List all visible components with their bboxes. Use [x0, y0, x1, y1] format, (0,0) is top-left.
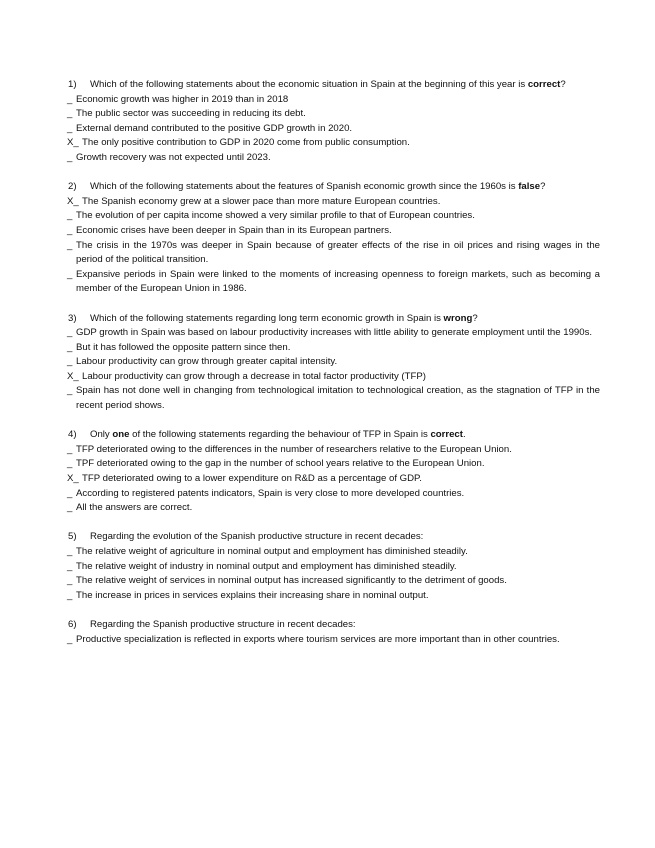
question-text-end: ? — [472, 312, 478, 324]
question-2-stem — [68, 180, 600, 195]
answer-option — [68, 501, 600, 516]
answer-text: Economic growth was higher in 2019 than in 2018 — [76, 93, 289, 105]
question-text: Regarding the evolution of the Spanish productive structure in recent decades: — [90, 531, 424, 543]
answer-mark: _ — [67, 443, 73, 455]
question-1 — [68, 78, 600, 166]
question-keyword-2: correct — [430, 429, 463, 441]
answer-mark: _ — [67, 93, 73, 105]
answer-text: The increase in prices in services explains their increasing share in nominal output. — [76, 589, 429, 601]
answer-text: TPF deteriorated owing to the gap in the number of school years relative to the European Union. — [76, 458, 485, 470]
question-keyword: one — [112, 429, 130, 441]
question-text: Which of the following statements regarding long term economic growth in Spain is — [90, 312, 444, 324]
answer-mark: _ — [67, 210, 73, 222]
answer-text: GDP growth in Spain was based on labour productivity increases with little ability to generate employment until the 1990s. — [76, 327, 593, 339]
answer-mark: _ — [67, 151, 73, 163]
answer-option-selected — [68, 136, 600, 151]
answer-mark: _ — [67, 108, 73, 120]
answer-option — [68, 355, 600, 370]
question-5 — [68, 530, 600, 603]
answer-option — [68, 209, 600, 224]
answer-text: Labour productivity can grow through a decrease in total factor productivity (TFP) — [82, 370, 426, 382]
answer-mark: _ — [67, 122, 73, 134]
answer-option-selected — [68, 195, 600, 210]
answer-option — [68, 341, 600, 356]
answer-text: The evolution of per capita income showed a very similar profile to that of European countries. — [76, 210, 475, 222]
question-1-stem — [68, 78, 600, 93]
answer-mark: _ — [67, 589, 73, 601]
answer-mark: _ — [67, 268, 73, 280]
question-text: Regarding the Spanish productive structure in recent decades: — [90, 618, 356, 630]
question-text: Which of the following statements about the economic situation in Spain at the beginning of this year is — [90, 79, 528, 90]
answer-option — [68, 457, 600, 472]
answer-mark: X_ — [67, 473, 79, 485]
answer-text: TFP deteriorated owing to the differences in the number of researchers relative to the European Union. — [76, 443, 512, 455]
answer-text: According to registered patents indicators, Spain is very close to more developed countries. — [76, 487, 465, 499]
answer-option — [68, 574, 600, 589]
answer-option-selected — [68, 370, 600, 385]
question-keyword: correct — [527, 79, 561, 90]
answer-text: But it has followed the opposite pattern since then. — [76, 341, 291, 353]
answer-option — [68, 93, 600, 108]
answer-mark: _ — [67, 502, 73, 514]
answer-text: Productive specialization is reflected in exports where tourism services are more important than in other countries. — [76, 633, 560, 645]
answer-option — [68, 224, 600, 239]
question-text: Only — [90, 429, 113, 441]
answer-mark: _ — [67, 224, 73, 236]
answer-option — [68, 326, 600, 341]
answer-mark: X_ — [67, 195, 79, 207]
answer-option — [68, 151, 600, 166]
answer-option — [68, 107, 600, 122]
answer-text: Expansive periods in Spain were linked to the moments of increasing openness to foreign markets, such as becoming a member of the European Union in 1986. — [76, 268, 600, 295]
question-number: 4) — [68, 429, 77, 441]
question-text-end: ? — [560, 79, 566, 90]
question-text: Which of the following statements about the features of Spanish economic growth since the 1960s is — [90, 181, 519, 193]
answer-text: The relative weight of industry in nominal output and employment has diminished steadily. — [76, 560, 457, 572]
answer-option — [68, 122, 600, 137]
answer-text: External demand contributed to the positive GDP growth in 2020. — [76, 122, 353, 134]
question-number: 2) — [68, 181, 77, 193]
question-number: 1) — [68, 79, 77, 90]
answer-text: Spain has not done well in changing from technological imitation to technological creation, as the stagnation of TFP in the recent period shows. — [76, 385, 600, 412]
question-6-stem — [68, 618, 600, 633]
question-number: 6) — [68, 618, 77, 630]
answer-mark: _ — [67, 546, 73, 557]
question-3-stem — [68, 312, 600, 327]
question-text-end: ? — [540, 181, 546, 193]
answer-option — [68, 633, 600, 648]
question-3 — [68, 312, 600, 414]
answer-mark: _ — [67, 239, 73, 251]
answer-option-selected — [68, 472, 600, 487]
question-text-end: . — [462, 429, 466, 441]
answer-mark: _ — [67, 458, 73, 470]
answer-mark: X_ — [67, 137, 79, 149]
question-list — [68, 78, 600, 662]
answer-mark: _ — [67, 356, 73, 368]
question-4 — [68, 428, 600, 516]
answer-text: The Spanish economy grew at a slower pace than more mature European countries. — [82, 195, 441, 207]
answer-text: All the answers are correct. — [76, 502, 193, 514]
question-6 — [68, 618, 600, 647]
answer-text: TFP deteriorated owing to a lower expenditure on R&D as a percentage of GDP. — [82, 473, 422, 485]
answer-mark: _ — [67, 575, 73, 587]
question-keyword: wrong — [443, 312, 473, 324]
answer-mark: _ — [67, 633, 73, 645]
question-number: 5) — [68, 531, 77, 543]
answer-option — [68, 443, 600, 458]
answer-mark: _ — [67, 327, 73, 339]
answer-text: The crisis in the 1970s was deeper in Spain because of greater effects of the rise in oil prices and rising wages in the period of the political transition. — [76, 239, 600, 266]
answer-option — [68, 487, 600, 502]
answer-text: The only positive contribution to GDP in 2020 come from public consumption. — [82, 137, 410, 149]
answer-text: The relative weight of services in nominal output has increased significantly to the detriment of goods. — [76, 575, 507, 587]
question-5-stem — [68, 530, 600, 545]
answer-mark: _ — [67, 341, 73, 353]
answer-option — [68, 589, 600, 604]
question-4-stem — [68, 428, 600, 443]
answer-option — [68, 560, 600, 575]
answer-option — [68, 239, 600, 268]
answer-option — [68, 545, 600, 560]
answer-mark: _ — [67, 560, 73, 572]
answer-mark: _ — [67, 385, 73, 397]
question-number: 3) — [68, 312, 77, 324]
answer-text: Labour productivity can grow through greater capital intensity. — [76, 356, 338, 368]
answer-text: The relative weight of agriculture in nominal output and employment has diminished steadily. — [76, 546, 468, 557]
answer-text: Growth recovery was not expected until 2023. — [76, 151, 271, 163]
answer-mark: X_ — [67, 370, 79, 382]
question-text-middle: of the following statements regarding the behaviour of TFP in Spain is — [129, 429, 431, 441]
answer-mark: _ — [67, 487, 73, 499]
question-keyword: false — [518, 181, 541, 193]
answer-text: The public sector was succeeding in reducing its debt. — [76, 108, 306, 120]
answer-option — [68, 384, 600, 413]
question-2 — [68, 180, 600, 297]
answer-option — [68, 268, 600, 297]
answer-text: Economic crises have been deeper in Spain than in its European partners. — [76, 224, 392, 236]
